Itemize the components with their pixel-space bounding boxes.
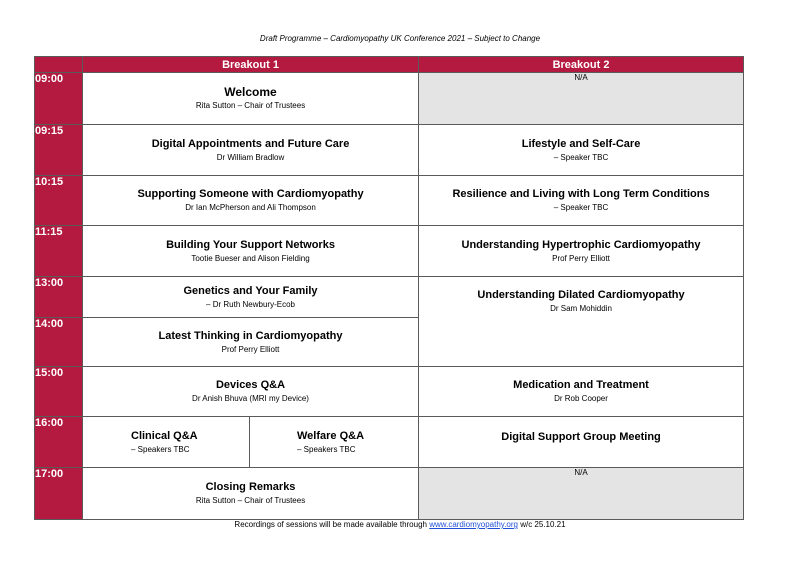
session-title: Resilience and Living with Long Term Conditions	[452, 188, 710, 200]
time-cell: 09:00	[35, 73, 83, 125]
na-cell: N/A	[419, 73, 744, 125]
session-cell	[419, 226, 744, 277]
session-title: Understanding Dilated Cardiomyopathy	[477, 289, 685, 301]
session-title: Building Your Support Networks	[166, 238, 335, 251]
programme-table	[34, 56, 744, 520]
session-title: Closing Remarks	[205, 481, 296, 493]
session-speaker: – Speakers TBC	[297, 444, 356, 454]
time-cell: 16:00	[35, 417, 83, 468]
session-title: Lifestyle and Self-Care	[521, 137, 641, 150]
footer-note	[0, 520, 800, 529]
na-cell: N/A	[419, 468, 744, 520]
time-cell: 13:00	[35, 277, 83, 318]
session-title: Devices Q&A	[215, 379, 286, 391]
header-row	[35, 57, 744, 73]
session-title: Clinical Q&A	[131, 429, 198, 442]
session-title: Medication and Treatment	[513, 379, 649, 391]
session-speaker: – Speakers TBC	[131, 444, 190, 454]
table-row	[35, 417, 744, 468]
session-cell	[250, 417, 419, 468]
session-cell	[83, 318, 419, 367]
session-speaker: – Dr Ruth Newbury-Ecob	[206, 299, 295, 309]
session-cell	[83, 367, 419, 417]
session-cell	[83, 125, 419, 176]
session-speaker: Dr Anish Bhuva (MRI my Device)	[192, 394, 309, 403]
time-cell: 10:15	[35, 176, 83, 226]
time-cell: 11:15	[35, 226, 83, 277]
breakout-1-header: Breakout 1	[83, 57, 419, 73]
session-cell	[419, 277, 744, 367]
session-speaker: Rita Sutton – Chair of Trustees	[195, 101, 306, 110]
footer-text: Recordings of sessions will be made available through	[234, 520, 430, 529]
session-speaker: Tootie Bueser and Alison Fielding	[191, 253, 310, 263]
session-cell	[83, 277, 419, 318]
session-title: Supporting Someone with Cardiomyopathy	[137, 188, 364, 200]
session-cell	[83, 468, 419, 520]
session-speaker: Prof Perry Elliott	[552, 253, 610, 263]
session-speaker: Dr Rob Cooper	[554, 394, 608, 403]
footer-date: w/c 25.10.21	[517, 520, 566, 529]
session-cell	[83, 226, 419, 277]
session-title: Latest Thinking in Cardiomyopathy	[158, 329, 343, 342]
table-row	[35, 125, 744, 176]
page-title: Draft Programme – Cardiomyopathy UK Conference 2021 – Subject to Change	[259, 34, 541, 43]
website-link[interactable]: www.cardiomyopathy.org	[429, 520, 518, 529]
time-cell: 14:00	[35, 318, 83, 367]
session-cell	[419, 417, 744, 468]
time-cell: 09:15	[35, 125, 83, 176]
table-row	[35, 468, 744, 520]
session-speaker: Dr William Bradlow	[216, 152, 285, 162]
breakout-2-header: Breakout 2	[419, 57, 744, 73]
table-row	[35, 73, 744, 125]
session-title: Digital Support Group Meeting	[501, 431, 661, 443]
corner-cell	[35, 57, 83, 73]
session-cell	[419, 125, 744, 176]
table-row	[35, 176, 744, 226]
session-title: Welfare Q&A	[297, 429, 365, 442]
session-title: Digital Appointments and Future Care	[151, 137, 350, 150]
table-row	[35, 367, 744, 417]
session-speaker: Dr Sam Mohiddin	[550, 304, 612, 313]
session-cell	[419, 176, 744, 226]
session-cell	[83, 417, 250, 468]
session-title: Welcome	[224, 85, 277, 99]
time-cell: 17:00	[35, 468, 83, 520]
session-speaker: Dr Ian McPherson and Ali Thompson	[185, 203, 316, 212]
table-row	[35, 277, 744, 318]
time-cell: 15:00	[35, 367, 83, 417]
session-cell	[83, 73, 419, 125]
session-speaker: – Speaker TBC	[553, 203, 609, 212]
table-row	[35, 226, 744, 277]
session-cell	[419, 367, 744, 417]
session-speaker: Rita Sutton – Chair of Trustees	[195, 496, 306, 505]
session-speaker: Prof Perry Elliott	[221, 344, 280, 354]
session-title: Genetics and Your Family	[183, 284, 318, 297]
session-speaker: – Speaker TBC	[553, 152, 609, 162]
session-cell	[83, 176, 419, 226]
session-title: Understanding Hypertrophic Cardiomyopathy	[461, 238, 701, 251]
